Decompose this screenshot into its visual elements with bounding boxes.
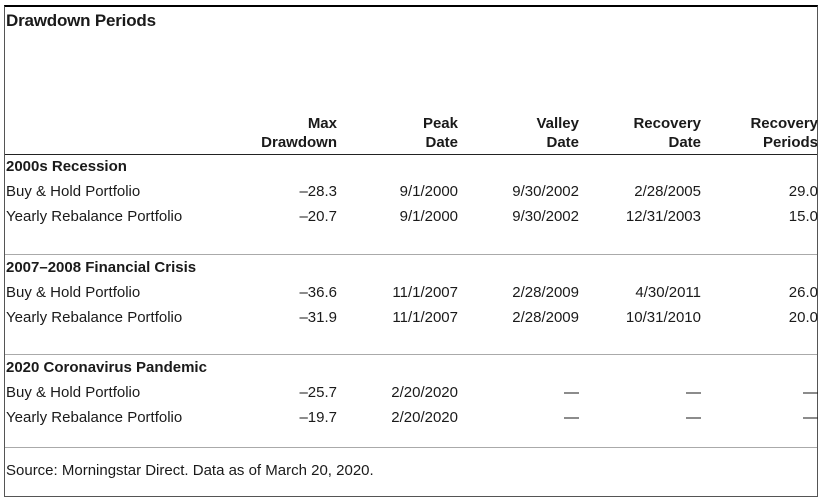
- cell-recovery-periods: 26.0: [788, 284, 818, 301]
- header-recdate-line1: Recovery: [633, 115, 701, 132]
- cell-recovery-date: 12/31/2003: [625, 208, 701, 225]
- header-recdate-line2: Date: [668, 134, 701, 151]
- header-valley-date: [536, 114, 579, 152]
- table-title: Drawdown Periods: [6, 11, 156, 30]
- row-label: Yearly Rebalance Portfolio: [6, 309, 183, 326]
- header-valley-line2: Date: [546, 134, 579, 151]
- row-label: Buy & Hold Portfolio: [6, 183, 141, 200]
- cell-recovery-date: 4/30/2011: [635, 284, 701, 301]
- cell-recovery-date: —: [686, 409, 701, 426]
- row-label: Yearly Rebalance Portfolio: [6, 208, 183, 225]
- header-recovery-periods: [750, 114, 818, 152]
- cell-recovery-periods: 29.0: [788, 183, 818, 200]
- cell-peak-date: 2/20/2020: [391, 409, 458, 426]
- header-divider: [5, 154, 817, 155]
- source-note: Source: Morningstar Direct. Data as of March 20, 2020.: [6, 462, 374, 479]
- header-recper-line1: Recovery: [750, 115, 818, 132]
- cell-recovery-date: 10/31/2010: [625, 309, 701, 326]
- cell-max-drawdown: –19.7: [299, 409, 337, 426]
- cell-max-drawdown: –20.7: [299, 208, 337, 225]
- header-max-line2: Drawdown: [261, 134, 337, 151]
- cell-peak-date: 11/1/2007: [392, 284, 458, 301]
- cell-recovery-periods: 20.0: [788, 309, 818, 326]
- cell-peak-date: 9/1/2000: [399, 183, 458, 200]
- cell-valley-date: —: [564, 409, 579, 426]
- cell-peak-date: 9/1/2000: [399, 208, 458, 225]
- cell-max-drawdown: –25.7: [299, 384, 337, 401]
- cell-recovery-periods: 15.0: [788, 208, 818, 225]
- cell-valley-date: —: [564, 384, 579, 401]
- header-max-line1: Max: [307, 115, 337, 132]
- cell-peak-date: 2/20/2020: [391, 384, 458, 401]
- cell-valley-date: 9/30/2002: [512, 208, 579, 225]
- row-label: Yearly Rebalance Portfolio: [6, 409, 183, 426]
- cell-recovery-date: 2/28/2005: [634, 183, 701, 200]
- cell-max-drawdown: –31.9: [299, 309, 337, 326]
- cell-valley-date: 2/28/2009: [512, 309, 579, 326]
- header-peak-date: [423, 114, 458, 152]
- header-peak-line2: Date: [425, 134, 458, 151]
- section-divider: [5, 254, 817, 255]
- row-label: Buy & Hold Portfolio: [6, 384, 141, 401]
- cell-max-drawdown: –36.6: [299, 284, 337, 301]
- section-title: 2020 Coronavirus Pandemic: [6, 359, 207, 376]
- cell-peak-date: 11/1/2007: [392, 309, 458, 326]
- cell-max-drawdown: –28.3: [299, 183, 337, 200]
- section-title: 2007–2008 Financial Crisis: [6, 259, 197, 276]
- header-peak-line1: Peak: [422, 115, 458, 132]
- section-divider: [5, 354, 817, 355]
- cell-valley-date: 2/28/2009: [512, 284, 579, 301]
- section-title: 2000s Recession: [6, 158, 127, 175]
- cell-recovery-periods: —: [803, 384, 818, 401]
- cell-recovery-periods: —: [803, 409, 818, 426]
- header-recovery-date: [633, 114, 701, 152]
- header-valley-line1: Valley: [536, 115, 579, 132]
- row-label: Buy & Hold Portfolio: [6, 284, 141, 301]
- cell-valley-date: 9/30/2002: [512, 183, 579, 200]
- header-recper-line2: Periods: [762, 134, 818, 151]
- footer-divider: [5, 447, 817, 448]
- header-max-drawdown: [261, 114, 337, 152]
- cell-recovery-date: —: [686, 384, 701, 401]
